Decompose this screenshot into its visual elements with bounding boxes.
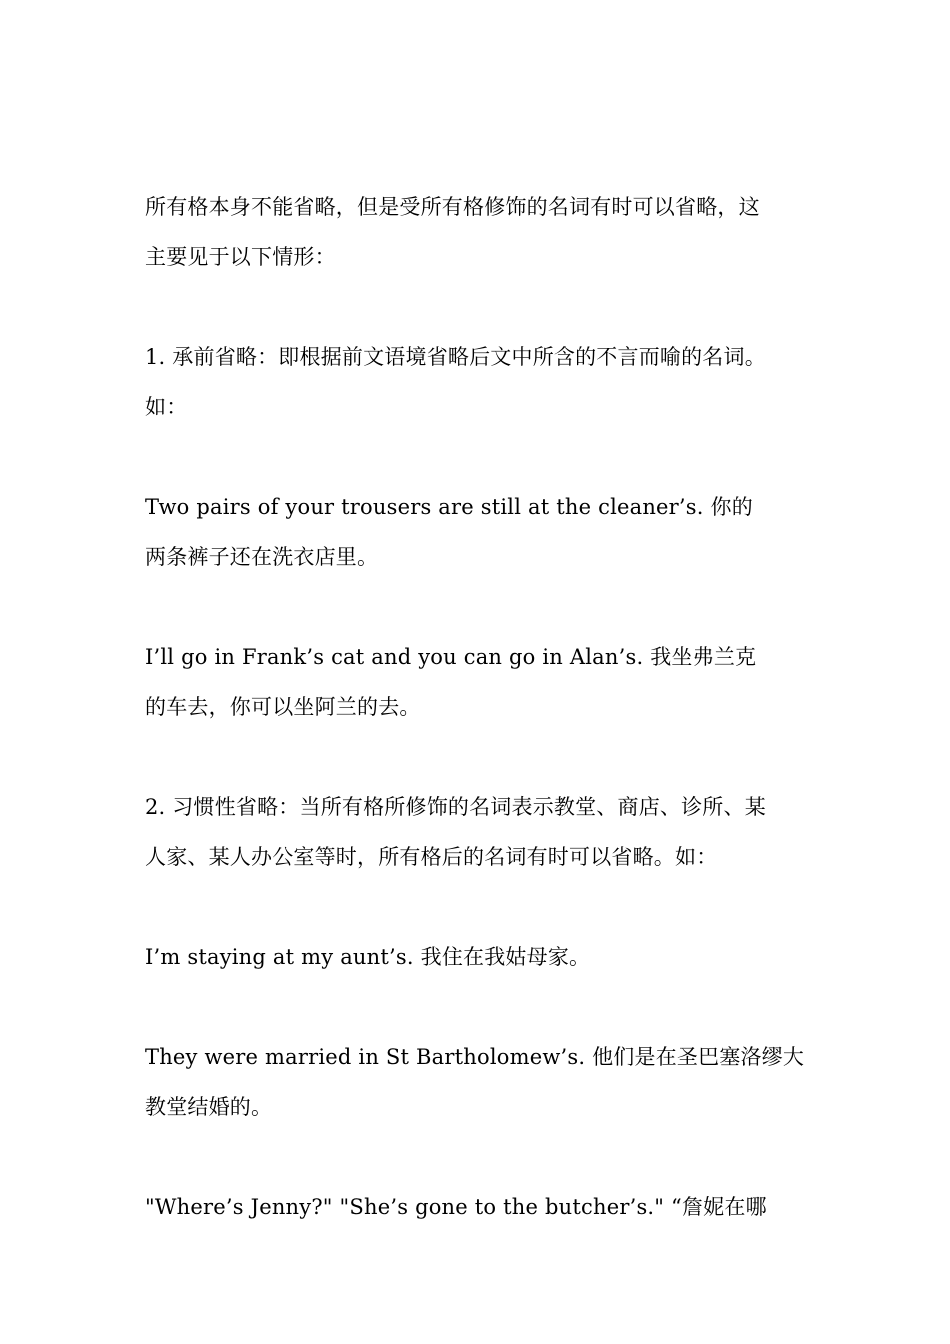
text-line: 主要见于以下情形： <box>145 245 336 269</box>
paragraph-example-butcher <box>145 1182 807 1232</box>
text-line: 所有格本身不能省略，但是受所有格修饰的名词有时可以省略，这 <box>145 195 760 219</box>
text-line: 如： <box>145 395 188 419</box>
paragraph-example-car <box>145 632 807 732</box>
text-line: 人家、某人办公室等时，所有格后的名词有时可以省略。如： <box>145 845 718 869</box>
text-line: "Where’s Jenny?" "She’s gone to the butcher’s." “詹妮在哪 <box>145 1195 767 1219</box>
paragraph-example-aunt <box>145 932 807 982</box>
text-line: 教堂结婚的。 <box>145 1095 273 1119</box>
paragraph-example-church <box>145 1032 807 1132</box>
text-line: 2. 习惯性省略：当所有格所修饰的名词表示教堂、商店、诊所、某 <box>145 795 766 819</box>
text-line: Two pairs of your trousers are still at the cleaner’s. 你的 <box>145 495 753 519</box>
text-line: They were married in St Bartholomew’s. 他们是在圣巴塞洛缪大 <box>145 1045 805 1069</box>
text-line: 两条裤子还在洗衣店里。 <box>145 545 379 569</box>
text-line: I’m staying at my aunt’s. 我住在我姑母家。 <box>145 945 591 969</box>
paragraph-intro <box>145 182 807 282</box>
document-body <box>145 182 807 1232</box>
paragraph-rule-2 <box>145 782 807 882</box>
text-line: I’ll go in Frank’s cat and you can go in Alan’s. 我坐弗兰克 <box>145 645 757 669</box>
text-line: 1. 承前省略：即根据前文语境省略后文中所含的不言而喻的名词。 <box>145 345 766 369</box>
text-line: 的车去，你可以坐阿兰的去。 <box>145 695 421 719</box>
paragraph-example-trousers <box>145 482 807 582</box>
paragraph-rule-1 <box>145 332 807 432</box>
